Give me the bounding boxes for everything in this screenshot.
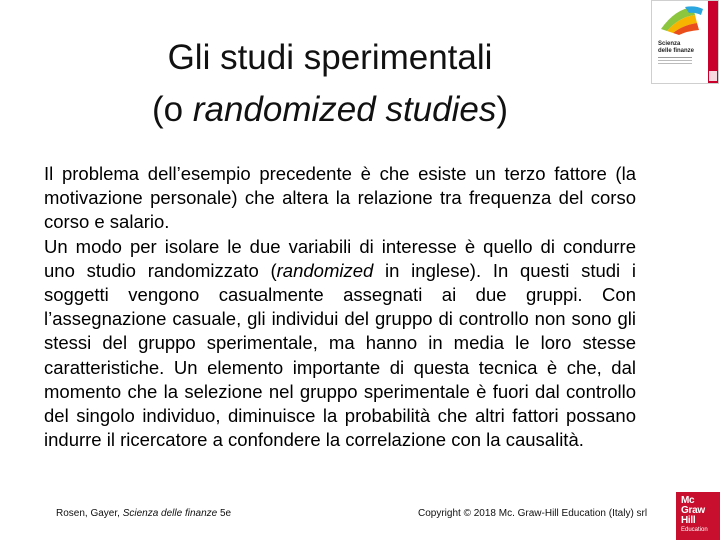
title-close: ) — [496, 90, 508, 129]
logo-line-1: Mc — [681, 495, 695, 506]
book-spine-logo — [709, 71, 717, 81]
slide-body — [44, 162, 636, 452]
book-cover-thumbnail — [651, 0, 719, 84]
paragraph-1: Il problema dell’esempio precedente è che esiste un terzo fattore (la motivazione personale) che altera la relazione tra frequenza del corso corso e salario. — [44, 163, 636, 233]
slide-title — [60, 32, 600, 136]
book-title-line-1: Scienza — [658, 41, 681, 47]
book-author-lines — [658, 57, 692, 58]
footer-copyright: Copyright © 2018 Mc. Graw-Hill Education (Italy) srl — [418, 508, 648, 519]
footer-edition: 5e — [217, 508, 232, 519]
title-open: (o — [151, 90, 193, 129]
cover-chart-icon — [655, 3, 707, 35]
logo-line-3: Hill — [681, 515, 696, 526]
paragraph-2-italic: randomized — [276, 259, 374, 281]
paragraph-2-start: Un modo per isolare le due variabili di interesse è quello di condurre uno studio randomizzato ( — [44, 235, 636, 281]
title-line-2 — [60, 84, 600, 136]
paragraph-2 — [44, 235, 636, 453]
footer-authors: Rosen, Gayer, — [56, 508, 123, 519]
title-italic: randomized studies — [192, 90, 497, 129]
mcgraw-hill-logo — [676, 492, 720, 540]
footer-book-title: Scienza delle finanze — [122, 508, 218, 519]
book-title-line-2: delle finanze — [658, 48, 695, 54]
title-line-1: Gli studi sperimentali — [167, 38, 493, 77]
footer-citation — [56, 508, 231, 519]
logo-line-4: Education — [681, 527, 708, 533]
paragraph-2-end: in inglese). In questi studi i soggetti vengono casualmente assegnati ai due gruppi. Con l’assegnazione casuale, gli individui del gruppo di controllo non sono gli stessi del gruppo sperimentale, ma hanno in media le loro stesse caratteristiche. Un elemento importante di questa tecnica è che, dal momento che la selezione nel gruppo sperimentale è fuori dal controllo del singolo individuo, diminuisce la probabilità che altri fattori possano indurre il ricercatore a confondere la correlazione con la causalità. — [44, 259, 636, 451]
logo-line-2: Graw — [681, 505, 705, 516]
